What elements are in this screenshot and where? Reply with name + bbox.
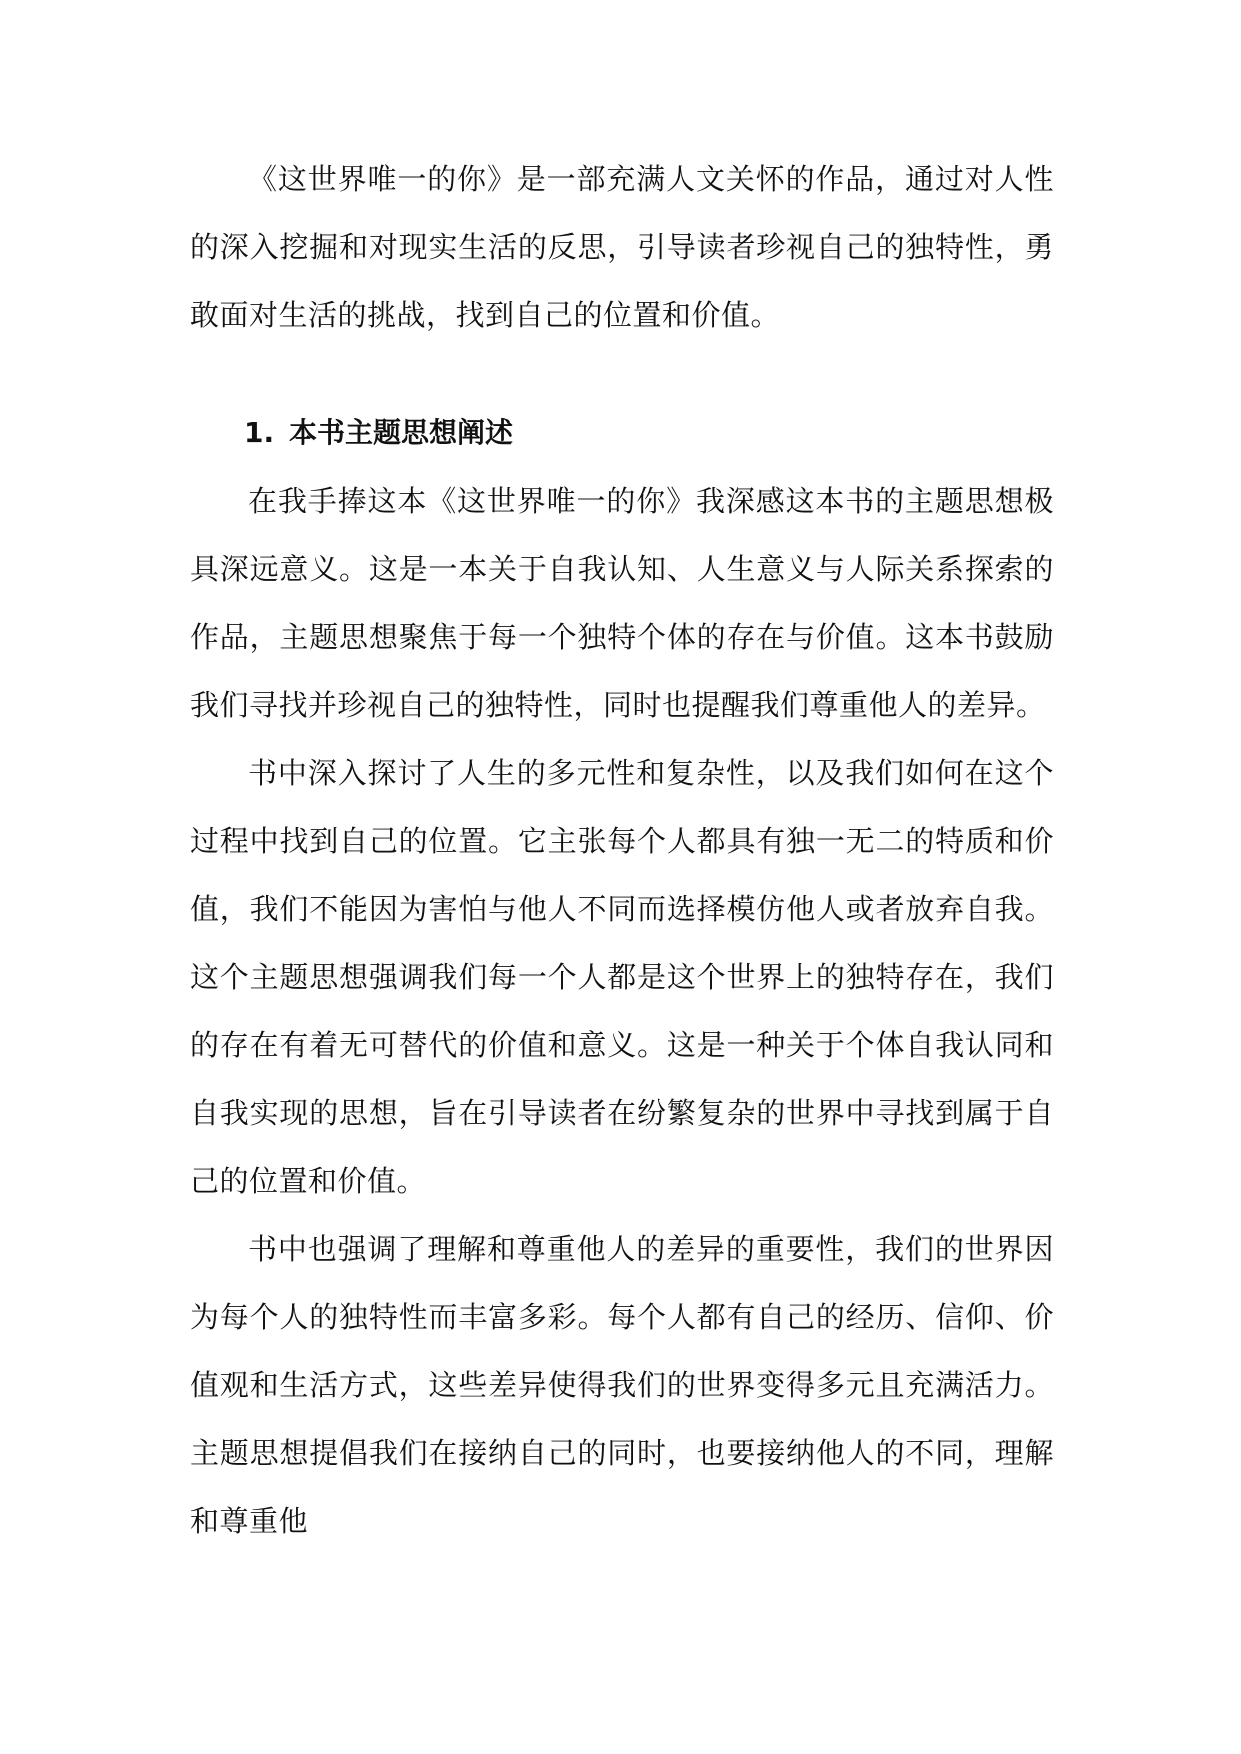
section-heading (190, 399, 1054, 467)
section-title: 本书主题思想阐述 (289, 416, 514, 449)
document-body (190, 145, 1054, 1555)
section-number: 1. (244, 416, 275, 449)
section-spacer (190, 349, 1054, 399)
body-paragraph-3: 书中也强调了理解和尊重他人的差异的重要性，我们的世界因为每个人的独特性而丰富多彩。每个人都有自己的经历、信仰、价值观和生活方式，这些差异使得我们的世界变得多元且充满活力。主题思想提倡我们在接纳自己的同时，也要接纳他人的不同，理解和尊重他 (190, 1232, 1054, 1538)
intro-paragraph: 《这世界唯一的你》是一部充满人文关怀的作品，通过对人性的深入挖掘和对现实生活的反思，引导读者珍视自己的独特性，勇敢面对生活的挑战，找到自己的位置和价值。 (190, 162, 1054, 332)
body-paragraph-2: 书中深入探讨了人生的多元性和复杂性，以及我们如何在这个过程中找到自己的位置。它主张每个人都具有独一无二的特质和价值，我们不能因为害怕与他人不同而选择模仿他人或者放弃自我。这个主题思想强调我们每一个人都是这个世界上的独特存在，我们的存在有着无可替代的价值和意义。这是一种关于个体自我认同和自我实现的思想，旨在引导读者在纷繁复杂的世界中寻找到属于自己的位置和价值。 (190, 756, 1054, 1198)
body-paragraph-1: 在我手捧这本《这世界唯一的你》我深感这本书的主题思想极具深远意义。这是一本关于自我认知、人生意义与人际关系探索的作品，主题思想聚焦于每一个独特个体的存在与价值。这本书鼓励我们寻找并珍视自己的独特性，同时也提醒我们尊重他人的差异。 (190, 484, 1054, 722)
